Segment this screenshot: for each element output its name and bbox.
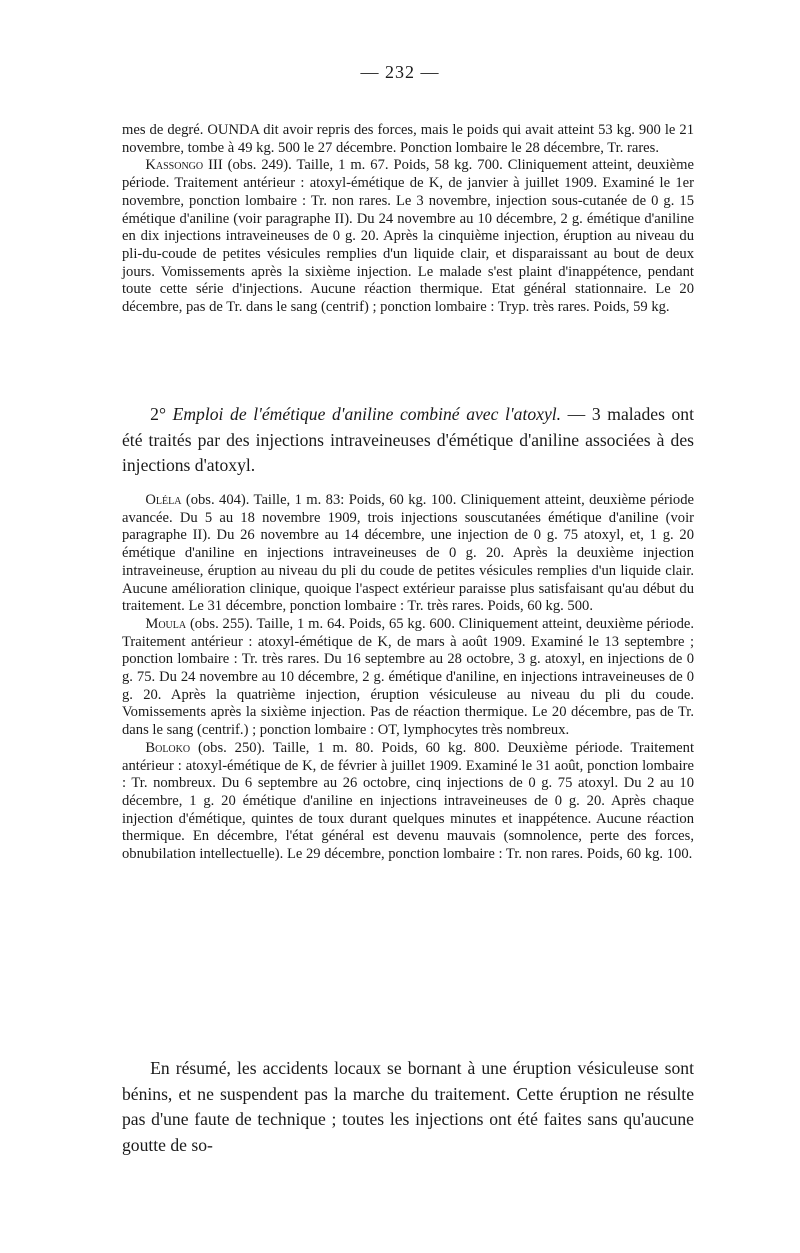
patient-name: Oléla <box>145 492 182 508</box>
paragraph-moula: Moula (obs. 255). Taille, 1 m. 64. Poids, 65 kg. 600. Cliniquement atteint, deuxième période. Traitement antérieur : atoxyl-émétique de K, de mars à août 1909. Examiné le 13 septembre ; ponction lombaire : Tr. très rares. Du 16 septembre au 28 octobre, 3 g. atoxyl, en injections de 0 g. 75. Du 24 novembre au 10 décembre, 2 g. émétique d'aniline, en injections intraveineuses de 0 g. 20. Après la quatrième injection, éruption vésiculeuse au niveau du pli du coude. Vomissements après la sixième injection. Pas de réaction thermique. Le 20 décembre, pas de Tr. dans le sang (centrif.) ; ponction lombaire : OT, lymphocytes très nombreux. <box>122 615 694 739</box>
paragraph-ounda-continued: mes de degré. OUNDA dit avoir repris des forces, mais le poids qui avait atteint 53 kg. 900 le 21 novembre, tombe à 49 kg. 500 le 27 décembre. Ponction lombaire le 28 décembre, Tr. rares. <box>122 122 694 156</box>
summary-paragraph: En résumé, les accidents locaux se bornant à une éruption vésiculeuse sont bénins, et ne suspendent pas la marche du traitement. Cette éruption ne résulte pas d'une faute de technique ; toutes les injections ont été faites sans qu'aucune goutte de so- <box>122 1058 694 1155</box>
summary-block <box>122 1056 694 1158</box>
patient-name: Moula <box>145 615 187 632</box>
paragraph-olela: Oléla (obs. 404). Taille, 1 m. 83: Poids, 60 kg. 100. Cliniquement atteint, deuxième période avancée. Du 5 au 18 novembre 1909, trois injections souscutanées émétique d'aniline (voir paragraphe II). Du 26 novembre au 14 décembre, une injection de 0 g. 75 atoxyl, et, 1 g. 20 émétique d'aniline en injections intraveineuses de 0 g. 20. Après la deuxième injection intraveineuse, éruption au niveau du pli du coude de petites vésicules remplies d'un liquide clair. Aucune amélioration clinique, quoique l'aspect extérieur paraisse plus satisfaisant qu'au début du traitement. Le 31 décembre, ponction lombaire : Tr. très rares. Poids, 60 kg. 500. <box>122 492 694 615</box>
section-heading-paragraph: 2° Emploi de l'émétique d'aniline combiné avec l'atoxyl. — 3 malades ont été traités par des injections intraveineuses d'émétique d'aniline associées à des injections d'atoxyl. <box>122 404 694 476</box>
patient-name: Kassongo <box>145 157 204 174</box>
patient-name: Boloko <box>145 739 191 756</box>
paragraph-kassongo: Kassongo III (obs. 249). Taille, 1 m. 67. Poids, 58 kg. 700. Cliniquement atteint, deuxième période. Traitement antérieur : atoxyl-émétique de K, de janvier à juillet 1909. Examiné le 1er novembre, ponction lombaire : Tr. non rares. Le 3 novembre, injection sous-cutanée de 0 g. 15 émétique d'aniline (voir paragraphe II). Du 24 novembre au 10 décembre, 2 g. émétique d'aniline en dix injections intraveineuses de 0 g. 20. Après la cinquième injection, éruption au niveau du pli-du-coude de petites vésicules remplies d'un liquide clair, et disparaissant au bout de deux jours. Vomissements après la sixième injection. Le malade s'est plaint d'inappétence, pendant toute cette série d'injections. Aucune réaction thermique. Etat général stationnaire. Le 20 décembre, pas de Tr. dans le sang (centrif) ; ponction lombaire : Tryp. très rares. Poids, 59 kg. <box>122 157 694 316</box>
case-notes-continued <box>122 122 694 317</box>
section-title-italic: Emploi de l'émétique d'aniline combiné avec l'atoxyl. <box>172 404 562 424</box>
case-notes-combined <box>122 492 694 864</box>
section-heading-atoxyl <box>122 402 694 479</box>
page-number: — 232 — <box>360 62 440 82</box>
paragraph-boloko: Boloko (obs. 250). Taille, 1 m. 80. Poids, 60 kg. 800. Deuxième période. Traitement antérieur : atoxyl-émétique de K, de février à juillet 1909. Examiné le 31 août, ponction lombaire : Tr. nombreux. Du 6 septembre au 26 octobre, cinq injections de 0 g. 75 atoxyl. Du 2 au 10 décembre, 1 g. 20 émétique d'aniline en injections intraveineuses de 0 g. 20. Après chaque injection d'émétique, quintes de toux durant quelques minutes et inappétence. Aucune réaction thermique. En décembre, l'état général est devenu mauvais (somnolence, perte des forces, obnubilation intellectuelle). Le 29 décembre, ponction lombaire : Tr. non rares. Poids, 60 kg. 100. <box>122 739 694 863</box>
